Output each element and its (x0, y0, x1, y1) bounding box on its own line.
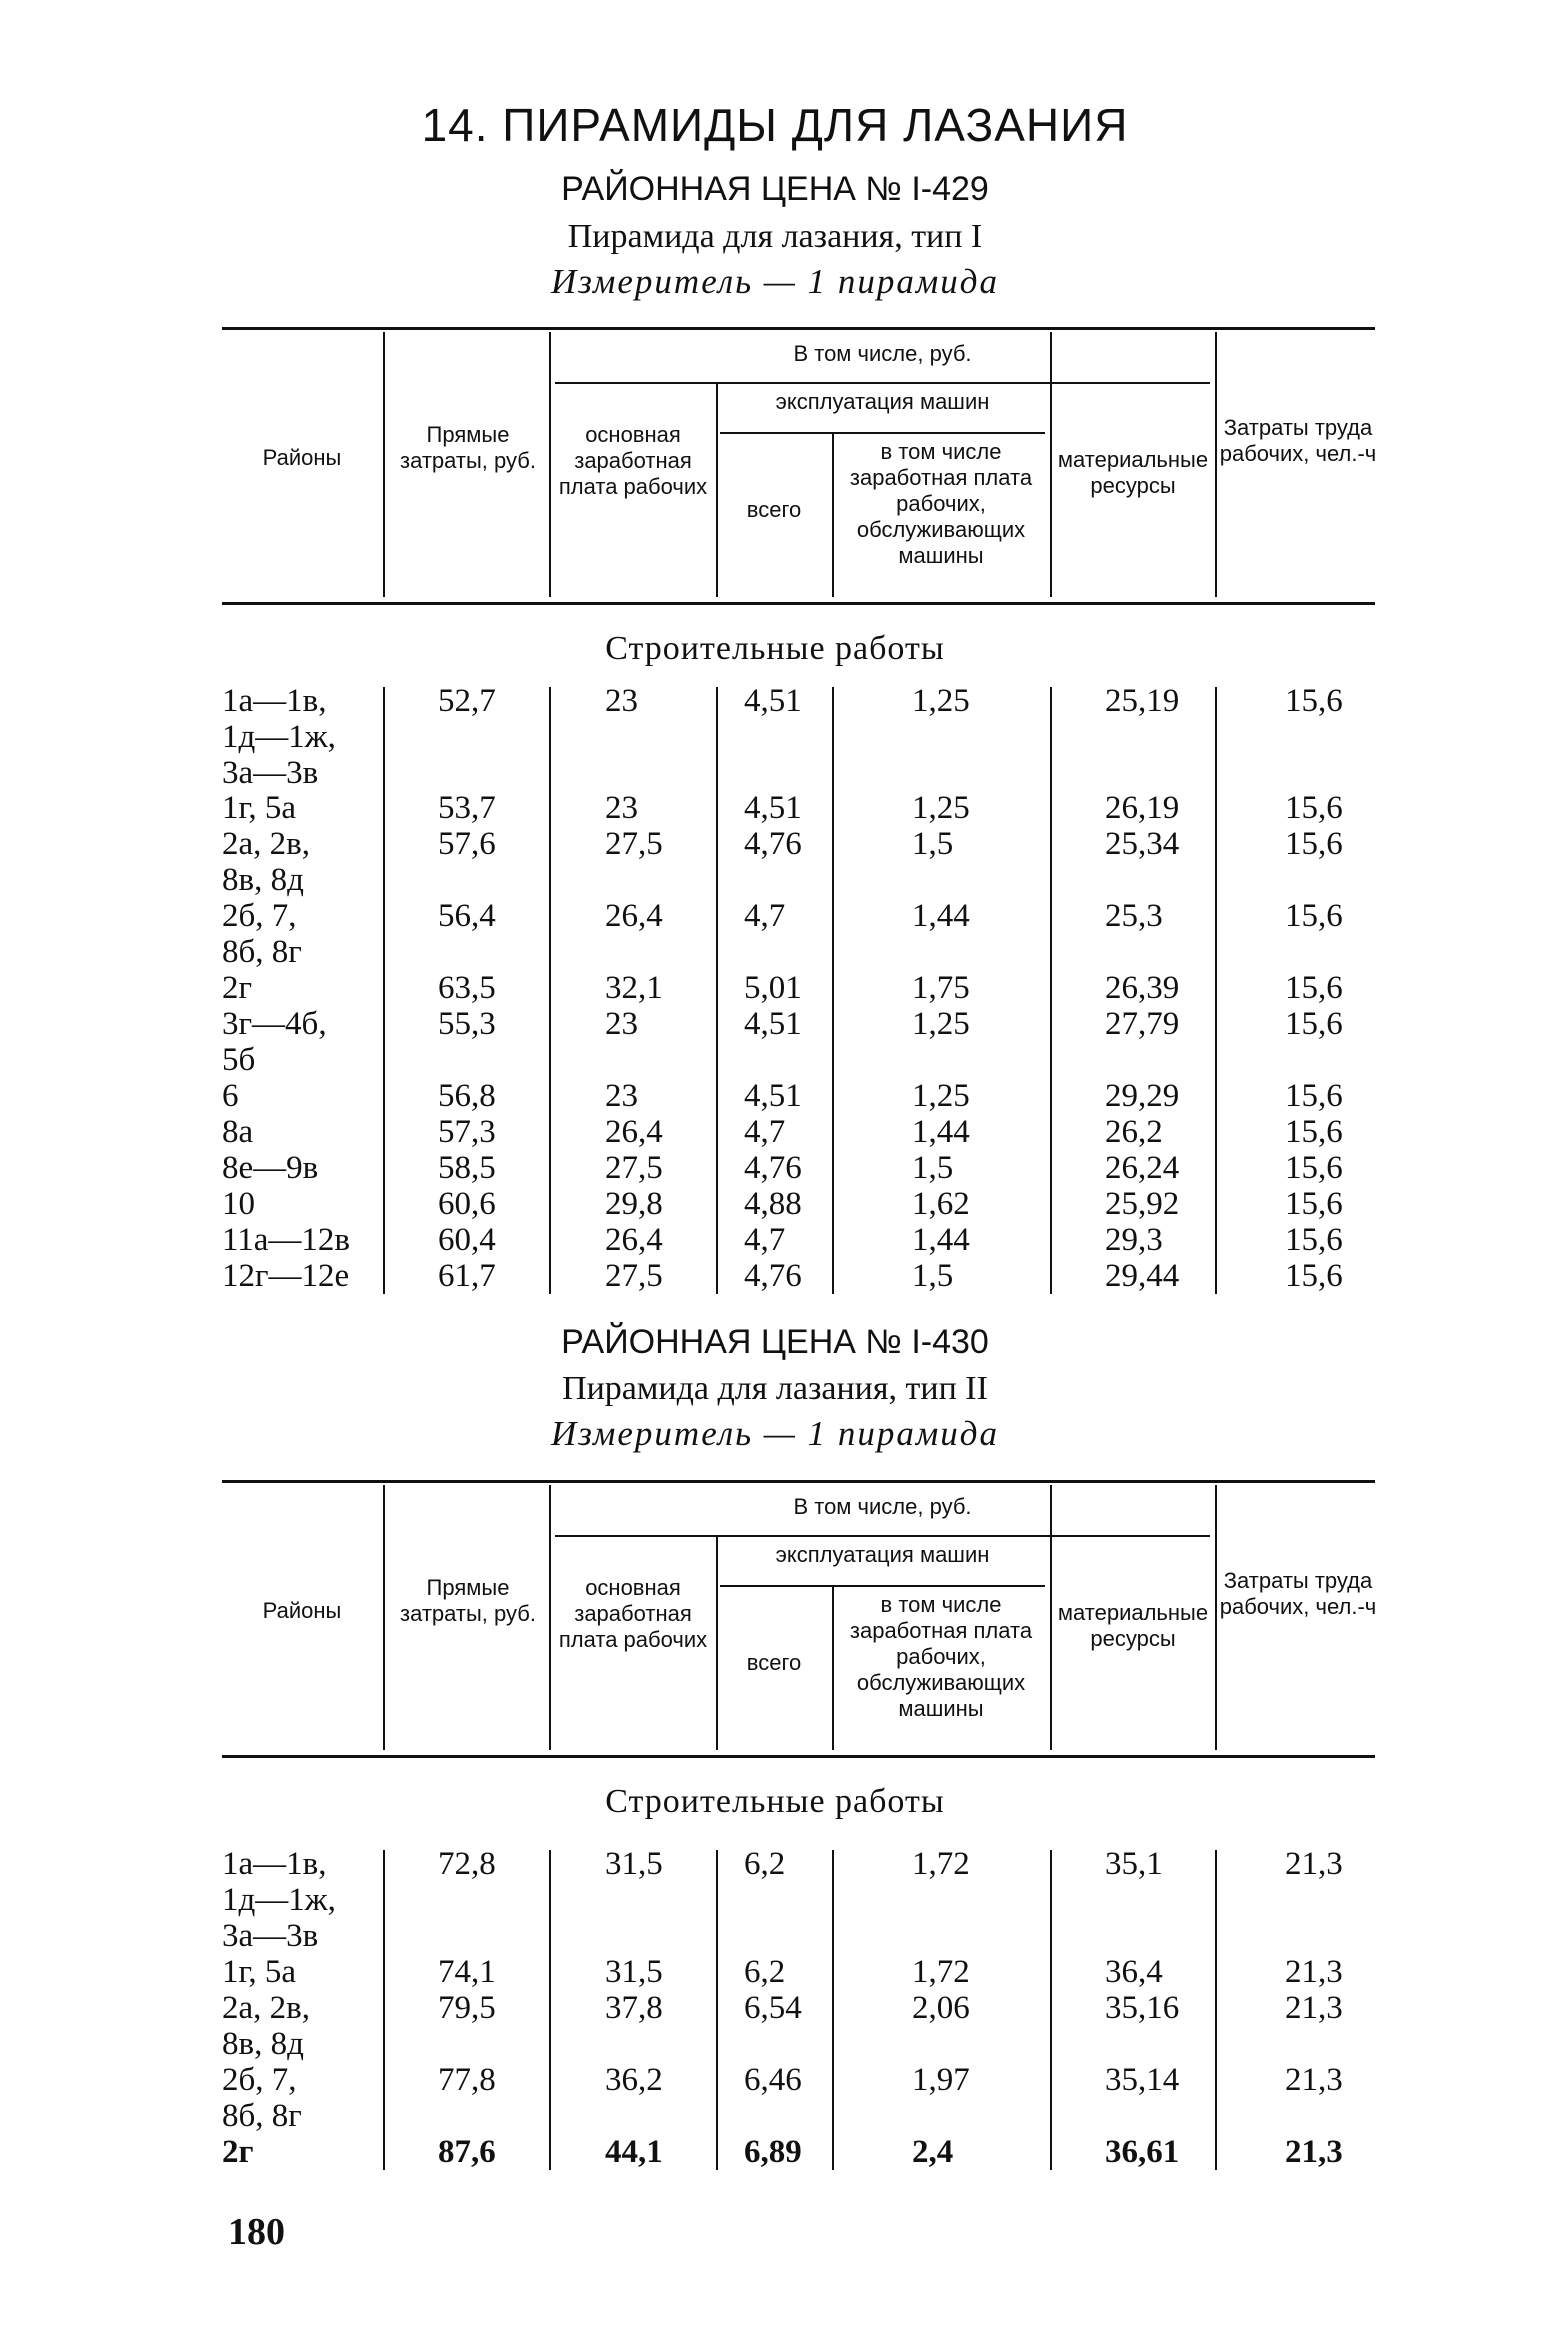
machines-total-cell: 6,2 (744, 1846, 786, 1882)
machine-wage-cell: 1,44 (912, 898, 970, 934)
table-row (0, 1114, 1550, 1150)
header-including: В том числе, руб. (793, 1494, 972, 1519)
region-cell: 8в, 8д (222, 2026, 304, 2062)
base-wage-cell: 44,1 (605, 2134, 663, 2170)
region-cell: 1г, 5а (222, 790, 296, 826)
base-wage-cell: 23 (605, 1078, 638, 1114)
region-cell: 2б, 7, (222, 2062, 297, 2098)
header-materials: материальные ресурсы (1057, 447, 1209, 498)
materials-cell: 26,24 (1105, 1150, 1180, 1186)
header-regions: Районы (262, 1598, 342, 1623)
header-direct-costs: Прямые затраты, руб. (400, 422, 536, 473)
header-base-wage: основная заработная плата рабочих (558, 1575, 708, 1652)
machines-total-cell: 4,7 (744, 1222, 786, 1258)
table-row (0, 1150, 1550, 1186)
header-machine-wage: в том числе заработная плата рабочих, обслуживающих машины (849, 1592, 1033, 1721)
base-wage-cell: 26,4 (605, 898, 663, 934)
region-cell: 1д—1ж, (222, 719, 336, 755)
direct-costs-cell: 55,3 (438, 1006, 496, 1042)
table-row (0, 1078, 1550, 1114)
machines-total-cell: 6,46 (744, 2062, 802, 2098)
region-cell: 8е—9в (222, 1150, 319, 1186)
table-row (0, 1006, 1550, 1078)
works-label: Строительные работы (605, 630, 945, 667)
table-row (0, 2062, 1550, 2134)
table-row (0, 1258, 1550, 1294)
direct-costs-cell: 63,5 (438, 970, 496, 1006)
labor-cell: 15,6 (1285, 970, 1343, 1006)
labor-cell: 21,3 (1285, 1846, 1343, 1882)
base-wage-cell: 23 (605, 1006, 638, 1042)
header-labor: Затраты труда рабочих, чел.-ч (1219, 415, 1377, 466)
incl-underline (555, 382, 1210, 384)
header-column-divider (1215, 1485, 1217, 1750)
region-cell: 8а (222, 1114, 254, 1150)
item-name-2: Пирамида для лазания, тип II (562, 1370, 988, 1407)
labor-cell: 15,6 (1285, 898, 1343, 934)
incl-underline (555, 1535, 1210, 1537)
materials-cell: 36,4 (1105, 1954, 1163, 1990)
labor-cell: 15,6 (1285, 1114, 1343, 1150)
machine-wage-cell: 1,5 (912, 1258, 954, 1294)
machine-wage-cell: 1,75 (912, 970, 970, 1006)
body-column-divider (832, 1850, 834, 2170)
table-row (0, 970, 1550, 1006)
header-column-divider (1050, 1485, 1052, 1750)
labor-cell: 15,6 (1285, 1186, 1343, 1222)
direct-costs-cell: 57,3 (438, 1114, 496, 1150)
header-machines-total: всего (746, 1650, 802, 1675)
materials-cell: 27,79 (1105, 1006, 1180, 1042)
body-column-divider (832, 687, 834, 1294)
materials-cell: 26,39 (1105, 970, 1180, 1006)
base-wage-cell: 27,5 (605, 826, 663, 862)
direct-costs-cell: 72,8 (438, 1846, 496, 1882)
materials-cell: 25,19 (1105, 683, 1180, 719)
header-column-divider (716, 382, 718, 597)
machine-wage-cell: 1,5 (912, 826, 954, 862)
works-label: Строительные работы (605, 1783, 945, 1820)
body-column-divider (716, 687, 718, 1294)
page-heading: 14. ПИРАМИДЫ ДЛЯ ЛАЗАНИЯ (421, 99, 1129, 151)
header-direct-costs: Прямые затраты, руб. (400, 1575, 536, 1626)
machines-total-cell: 4,51 (744, 1006, 802, 1042)
direct-costs-cell: 79,5 (438, 1990, 496, 2026)
unit-2: Измеритель — 1 пирамида (551, 1414, 999, 1453)
direct-costs-cell: 61,7 (438, 1258, 496, 1294)
header-column-divider (716, 1535, 718, 1750)
region-cell: 2а, 2в, (222, 1990, 310, 2026)
direct-costs-cell: 60,6 (438, 1186, 496, 1222)
machine-wage-cell: 1,44 (912, 1222, 970, 1258)
direct-costs-cell: 52,7 (438, 683, 496, 719)
materials-cell: 26,2 (1105, 1114, 1163, 1150)
region-cell: 2г (222, 970, 253, 1006)
machine-wage-cell: 1,5 (912, 1150, 954, 1186)
base-wage-cell: 36,2 (605, 2062, 663, 2098)
direct-costs-cell: 53,7 (438, 790, 496, 826)
header-column-divider (1215, 332, 1217, 597)
table-row (0, 898, 1550, 970)
region-cell: 6 (222, 1078, 239, 1114)
body-column-divider (549, 687, 551, 1294)
machines-total-cell: 4,51 (744, 683, 802, 719)
machines-total-cell: 4,88 (744, 1186, 802, 1222)
direct-costs-cell: 87,6 (438, 2134, 496, 2170)
header-including: В том числе, руб. (793, 341, 972, 366)
unit-1: Измеритель — 1 пирамида (551, 262, 999, 301)
body-column-divider (1050, 687, 1052, 1294)
region-cell: 12г—12е (222, 1258, 350, 1294)
region-cell: 2а, 2в, (222, 826, 310, 862)
base-wage-cell: 31,5 (605, 1954, 663, 1990)
region-cell: 2г (222, 2134, 254, 2170)
base-wage-cell: 23 (605, 790, 638, 826)
table-row (0, 790, 1550, 826)
header-machines: эксплуатация машин (775, 1542, 990, 1567)
direct-costs-cell: 60,4 (438, 1222, 496, 1258)
machine-wage-cell: 1,44 (912, 1114, 970, 1150)
labor-cell: 15,6 (1285, 790, 1343, 826)
table-row (0, 1186, 1550, 1222)
machines-total-cell: 4,51 (744, 1078, 802, 1114)
price-title-1: РАЙОННАЯ ЦЕНА № I-429 (561, 170, 989, 208)
region-cell: 3г—4б, (222, 1006, 327, 1042)
machines-total-cell: 4,76 (744, 826, 802, 862)
labor-cell: 15,6 (1285, 826, 1343, 862)
region-cell: 1а—1в, (222, 683, 327, 719)
body-column-divider (716, 1850, 718, 2170)
machines-total-cell: 4,51 (744, 790, 802, 826)
machine-wage-cell: 1,25 (912, 1078, 970, 1114)
table-row (0, 2134, 1550, 2170)
region-cell: 1г, 5а (222, 1954, 296, 1990)
machine-wage-cell: 1,72 (912, 1846, 970, 1882)
direct-costs-cell: 56,4 (438, 898, 496, 934)
table-row (0, 683, 1550, 791)
direct-costs-cell: 58,5 (438, 1150, 496, 1186)
header-machine-wage: в том числе заработная плата рабочих, обслуживающих машины (849, 439, 1033, 568)
header-labor: Затраты труда рабочих, чел.-ч (1219, 1568, 1377, 1619)
table-row (0, 1846, 1550, 1954)
header-column-divider (832, 1585, 834, 1750)
labor-cell: 15,6 (1285, 1078, 1343, 1114)
base-wage-cell: 37,8 (605, 1990, 663, 2026)
machines-total-cell: 4,7 (744, 898, 786, 934)
machine-wage-cell: 1,25 (912, 790, 970, 826)
machine-wage-cell: 1,25 (912, 1006, 970, 1042)
base-wage-cell: 27,5 (605, 1258, 663, 1294)
region-cell: 8б, 8г (222, 934, 302, 970)
region-cell: 1д—1ж, (222, 1882, 336, 1918)
table-row (0, 1990, 1550, 2062)
item-name-1: Пирамида для лазания, тип I (567, 218, 983, 255)
header-bottom-rule (222, 602, 1375, 605)
machines-total-cell: 4,7 (744, 1114, 786, 1150)
region-cell: 2б, 7, (222, 898, 297, 934)
machines-underline (720, 432, 1045, 434)
header-column-divider (383, 1485, 385, 1750)
header-machines: эксплуатация машин (775, 389, 990, 414)
base-wage-cell: 32,1 (605, 970, 663, 1006)
labor-cell: 15,6 (1285, 1150, 1343, 1186)
table-row (0, 826, 1550, 898)
body-column-divider (1215, 687, 1217, 1294)
region-cell: 8б, 8г (222, 2098, 302, 2134)
machines-total-cell: 4,76 (744, 1150, 802, 1186)
labor-cell: 15,6 (1285, 1258, 1343, 1294)
body-column-divider (1215, 1850, 1217, 2170)
materials-cell: 25,34 (1105, 826, 1180, 862)
materials-cell: 29,29 (1105, 1078, 1180, 1114)
table-top-rule (222, 1480, 1375, 1483)
materials-cell: 35,16 (1105, 1990, 1180, 2026)
region-cell: 8в, 8д (222, 862, 304, 898)
labor-cell: 21,3 (1285, 1954, 1343, 1990)
header-column-divider (549, 332, 551, 597)
header-column-divider (549, 1485, 551, 1750)
region-cell: 3а—3в (222, 755, 319, 791)
materials-cell: 26,19 (1105, 790, 1180, 826)
base-wage-cell: 26,4 (605, 1222, 663, 1258)
materials-cell: 29,44 (1105, 1258, 1180, 1294)
materials-cell: 35,1 (1105, 1846, 1163, 1882)
machine-wage-cell: 1,25 (912, 683, 970, 719)
labor-cell: 21,3 (1285, 2062, 1343, 2098)
direct-costs-cell: 77,8 (438, 2062, 496, 2098)
machine-wage-cell: 2,4 (912, 2134, 954, 2170)
table-top-rule (222, 327, 1375, 330)
machines-total-cell: 6,2 (744, 1954, 786, 1990)
materials-cell: 36,61 (1105, 2134, 1180, 2170)
header-regions: Районы (262, 445, 342, 470)
base-wage-cell: 29,8 (605, 1186, 663, 1222)
labor-cell: 15,6 (1285, 1006, 1343, 1042)
materials-cell: 35,14 (1105, 2062, 1180, 2098)
header-base-wage: основная заработная плата рабочих (558, 422, 708, 499)
header-machines-total: всего (746, 497, 802, 522)
direct-costs-cell: 57,6 (438, 826, 496, 862)
region-cell: 11а—12в (222, 1222, 351, 1258)
page-number: 180 (228, 2211, 285, 2253)
materials-cell: 29,3 (1105, 1222, 1163, 1258)
header-column-divider (1050, 332, 1052, 597)
header-bottom-rule (222, 1755, 1375, 1758)
body-column-divider (383, 1850, 385, 2170)
machines-total-cell: 4,76 (744, 1258, 802, 1294)
body-column-divider (1050, 1850, 1052, 2170)
labor-cell: 15,6 (1285, 683, 1343, 719)
materials-cell: 25,3 (1105, 898, 1163, 934)
region-cell: 5б (222, 1042, 256, 1078)
base-wage-cell: 23 (605, 683, 638, 719)
machine-wage-cell: 1,72 (912, 1954, 970, 1990)
region-cell: 3а—3в (222, 1918, 319, 1954)
base-wage-cell: 26,4 (605, 1114, 663, 1150)
labor-cell: 15,6 (1285, 1222, 1343, 1258)
machine-wage-cell: 1,62 (912, 1186, 970, 1222)
machines-total-cell: 6,89 (744, 2134, 802, 2170)
region-cell: 10 (222, 1186, 255, 1222)
machine-wage-cell: 1,97 (912, 2062, 970, 2098)
labor-cell: 21,3 (1285, 1990, 1343, 2026)
header-materials: материальные ресурсы (1057, 1600, 1209, 1651)
machines-underline (720, 1585, 1045, 1587)
machines-total-cell: 5,01 (744, 970, 802, 1006)
header-column-divider (383, 332, 385, 597)
direct-costs-cell: 74,1 (438, 1954, 496, 1990)
machine-wage-cell: 2,06 (912, 1990, 970, 2026)
materials-cell: 25,92 (1105, 1186, 1180, 1222)
header-column-divider (832, 432, 834, 597)
table-row (0, 1954, 1550, 1990)
region-cell: 1а—1в, (222, 1846, 327, 1882)
labor-cell: 21,3 (1285, 2134, 1343, 2170)
base-wage-cell: 27,5 (605, 1150, 663, 1186)
machines-total-cell: 6,54 (744, 1990, 802, 2026)
base-wage-cell: 31,5 (605, 1846, 663, 1882)
body-column-divider (549, 1850, 551, 2170)
price-title-2: РАЙОННАЯ ЦЕНА № I-430 (561, 1323, 989, 1361)
direct-costs-cell: 56,8 (438, 1078, 496, 1114)
body-column-divider (383, 687, 385, 1294)
table-row (0, 1222, 1550, 1258)
